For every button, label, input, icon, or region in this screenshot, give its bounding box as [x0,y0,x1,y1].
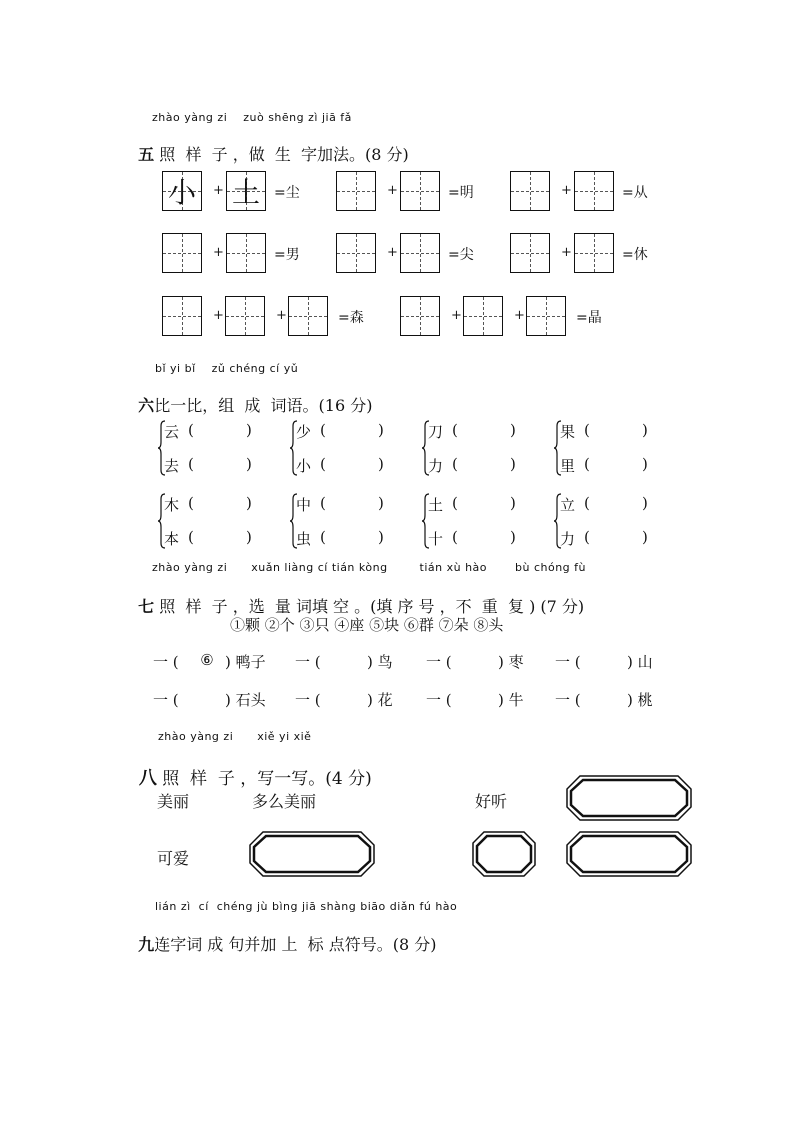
left-paren: ( [320,421,326,439]
right-paren: ) [510,528,516,546]
result-character: =晶 [576,310,602,326]
result-character: =尘 [274,185,300,201]
s9-heading [128,913,436,955]
measure-word-noun: ) 鸭子 [225,653,266,671]
measure-word-prefix: 一 ( [153,691,179,709]
s8-title: 照 样 子 ，写一写。(4 分) [156,769,372,789]
answer-box-3[interactable] [472,831,536,877]
left-paren: ( [452,528,458,546]
s7-title: 照 样 子 ，选 量 词填 空 。(填 序 号 ，不 重 复 ) (7 分) [154,597,585,616]
left-paren: ( [188,528,194,546]
measure-word-prefix: 一 ( [426,691,452,709]
grid-character [401,234,439,272]
pair-character: 木 [164,496,180,514]
left-paren: ( [320,494,326,512]
pair-character: 力 [428,457,444,475]
s5-title: 照 样 子 ，做 生 字加法。(8 分) [154,145,409,164]
measure-word-prefix: 一 ( [295,653,321,671]
result-character: =尖 [448,247,474,263]
measure-word-noun: ) 桃 [627,691,653,709]
s9-pinyin: lián zì cí chéng jù bìng jiā shàng biāo diǎn fú hào [155,900,458,913]
pair-character: 小 [296,457,312,475]
grid-character: 小 [167,176,196,209]
right-paren: ) [642,455,648,473]
s7-options: ①颗 ②个 ③只 ④座 ⑤块 ⑥群 ⑦朵 ⑧头 [230,616,504,634]
measure-word-prefix: 一 ( [555,691,581,709]
character-grid-box[interactable] [288,296,328,336]
character-grid-box[interactable] [574,171,614,211]
character-grid-box[interactable] [336,171,376,211]
result-character: =森 [338,310,364,326]
result-character: =明 [448,185,474,201]
character-grid-box[interactable] [162,171,202,211]
plus-sign: + [387,245,398,260]
plus-sign: + [514,308,525,323]
character-grid-box[interactable] [336,233,376,273]
plus-sign: + [561,183,572,198]
right-paren: ) [246,421,252,439]
pair-character: 中 [296,496,312,514]
s9-number: 九 [138,935,155,954]
grid-character [511,172,549,210]
left-paren: ( [188,455,194,473]
s7-pinyin: zhào yàng zi xuǎn liàng cí tián kòng tián xù hào bù chóng fù [152,561,587,574]
character-grid-box[interactable] [510,171,550,211]
grid-character [511,234,549,272]
right-paren: ) [246,455,252,473]
right-paren: ) [510,455,516,473]
pair-character: 力 [560,530,576,548]
s8-word-haoting: 好听 [475,792,508,811]
plus-sign: + [387,183,398,198]
answer-box-1[interactable] [566,775,692,821]
measure-word-prefix: 一 ( [555,653,581,671]
s5-heading [128,123,409,165]
s7-number: 七 [138,597,155,616]
left-paren: ( [320,528,326,546]
s7-heading [128,575,584,617]
character-grid-box[interactable] [162,296,202,336]
character-grid-box[interactable] [400,296,440,336]
left-paren: ( [320,455,326,473]
pair-character: 里 [560,457,576,475]
left-paren: ( [188,494,194,512]
pair-character: 虫 [296,530,312,548]
measure-word-blank[interactable]: ⑥ [200,651,214,669]
measure-word-noun: ) 枣 [498,653,524,671]
grid-character [575,172,613,210]
pair-character: 果 [560,423,576,441]
s8-example-answer: 多么美丽 [252,792,317,811]
grid-character [227,234,265,272]
pair-character: 本 [164,530,180,548]
s8-pinyin: zhào yàng zi xiě yi xiě [158,730,312,743]
left-paren: ( [584,494,590,512]
result-character: =休 [622,247,648,263]
plus-sign: + [276,308,287,323]
pair-character: 立 [560,496,576,514]
measure-word-noun: ) 鸟 [367,653,393,671]
s6-pinyin: bǐ yi bǐ zǔ chéng cí yǔ [155,362,299,375]
character-grid-box[interactable] [400,233,440,273]
left-paren: ( [452,494,458,512]
s8-number: 八 [138,768,157,789]
character-grid-box[interactable] [162,233,202,273]
right-paren: ) [246,494,252,512]
plus-sign: + [451,308,462,323]
left-paren: ( [584,421,590,439]
pair-character: 去 [164,457,180,475]
left-paren: ( [584,528,590,546]
plus-sign: + [561,245,572,260]
left-paren: ( [584,455,590,473]
character-grid-box[interactable] [400,171,440,211]
s5-pinyin: zhào yàng zi zuò shēng zì jiā fǎ [152,111,352,124]
right-paren: ) [642,528,648,546]
plus-sign: + [213,183,224,198]
left-paren: ( [188,421,194,439]
measure-word-noun: ) 石头 [225,691,266,709]
s8-word-meili: 美丽 [157,792,190,811]
grid-character [575,234,613,272]
measure-word-noun: ) 牛 [498,691,524,709]
pair-character: 刀 [428,423,444,441]
measure-word-noun: ) 山 [627,653,653,671]
character-grid-box[interactable] [463,296,503,336]
measure-word-prefix: 一 ( [295,691,321,709]
s9-title: 连字词 成 句并加 上 标 点符号。(8 分) [154,935,437,954]
right-paren: ) [642,421,648,439]
s5-number: 五 [138,145,155,164]
answer-box-2[interactable] [249,831,375,877]
answer-box-4[interactable] [566,831,692,877]
s6-heading [128,374,372,416]
s8-word-keai: 可爱 [157,849,190,868]
right-paren: ) [246,528,252,546]
right-paren: ) [378,494,384,512]
s6-title: 比一比，组 成 词语。(16 分) [154,396,373,415]
character-grid-box[interactable] [225,296,265,336]
right-paren: ) [378,421,384,439]
measure-word-noun: ) 花 [367,691,393,709]
grid-character [337,172,375,210]
right-paren: ) [510,421,516,439]
grid-character [337,234,375,272]
result-character: =男 [274,247,300,263]
pair-character: 十 [428,530,444,548]
left-paren: ( [452,421,458,439]
grid-character: 土 [231,176,260,209]
right-paren: ) [378,528,384,546]
grid-character [163,234,201,272]
right-paren: ) [510,494,516,512]
result-character: =从 [622,185,648,201]
character-grid-box[interactable] [510,233,550,273]
pair-character: 云 [164,423,180,441]
right-paren: ) [642,494,648,512]
character-grid-box[interactable] [526,296,566,336]
s6-number: 六 [138,396,155,415]
character-grid-box[interactable] [574,233,614,273]
measure-word-prefix: 一 ( [153,653,179,671]
right-paren: ) [378,455,384,473]
character-grid-box[interactable] [226,233,266,273]
plus-sign: + [213,245,224,260]
grid-character [401,172,439,210]
measure-word-prefix: 一 ( [426,653,452,671]
left-paren: ( [452,455,458,473]
s8-heading [128,744,372,790]
pair-character: 少 [296,423,312,441]
character-grid-box[interactable] [226,171,266,211]
plus-sign: + [213,308,224,323]
pair-character: 土 [428,496,444,514]
